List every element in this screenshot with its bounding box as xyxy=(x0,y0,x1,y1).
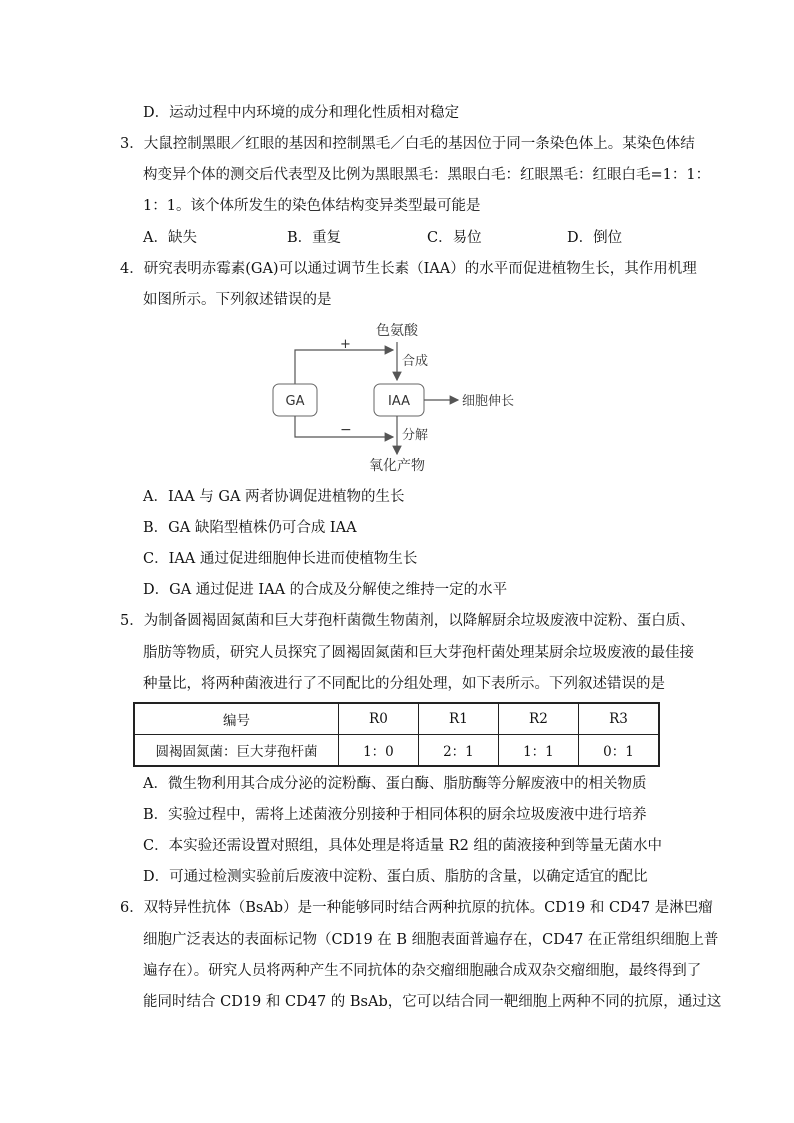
q3-stem-line-2: 构变异个体的测交后代表型及比例为黑眼黑毛：黑眼白毛：红眼黑毛：红眼白毛=1：1： xyxy=(143,167,711,183)
table-header-cell: 编号 xyxy=(134,703,338,735)
q5-option-c: C．本实验还需设置对照组，具体处理是将适量 R2 组的菌液接种到等量无菌水中 xyxy=(143,838,662,854)
iaa-label: IAA xyxy=(388,394,410,409)
q5-stem-line-3: 种量比，将两种菌液进行了不同配比的分组处理，如下表所示。下列叙述错误的是 xyxy=(143,676,665,692)
table-header-cell: R2 xyxy=(498,703,578,735)
q4-option-d: D．GA 通过促进 IAA 的合成及分解使之维持一定的水平 xyxy=(143,582,508,598)
q3-option-a: A．缺失 xyxy=(143,230,197,246)
table-header-cell: R1 xyxy=(418,703,498,735)
q5-stem-line-2: 脂肪等物质，研究人员探究了圆褐固氮菌和巨大芽孢杆菌处理某厨余垃圾废液的最佳接 xyxy=(143,645,694,661)
q3-option-c: C．易位 xyxy=(427,230,482,246)
minus-sign: − xyxy=(340,422,352,438)
cell-elongation-label: 细胞伸长 xyxy=(462,394,515,409)
grouping-table xyxy=(133,702,660,767)
q3-stem-line-1: 3．大鼠控制黑眼／红眼的基因和控制黑毛／白毛的基因位于同一条染色体上。某染色体结 xyxy=(120,136,695,152)
q3-stem-line-3: 1：1。该个体所发生的染色体结构变异类型最可能是 xyxy=(143,198,481,214)
ga-label: GA xyxy=(285,394,305,409)
table-header-row xyxy=(134,703,659,735)
tryptophan-label: 色氨酸 xyxy=(376,323,418,339)
q3-option-d: D．倒位 xyxy=(567,230,623,246)
q4-stem-line-1: 4．研究表明赤霉素(GA)可以通过调节生长素（IAA）的水平而促进植物生长，其作用机理 xyxy=(120,261,697,277)
table-row xyxy=(134,735,659,767)
table-cell: 1：0 xyxy=(338,735,418,767)
table-header-cell: R3 xyxy=(578,703,659,735)
oxidation-product-label: 氧化产物 xyxy=(369,458,425,474)
q6-stem-line-4: 能同时结合 CD19 和 CD47 的 BsAb，它可以结合同一靶细胞上两种不同的抗原，通过这 xyxy=(143,994,722,1010)
table-cell: 1：1 xyxy=(498,735,578,767)
q6-stem-line-3: 遍存在）。研究人员将两种产生不同抗体的杂交瘤细胞融合成双杂交瘤细胞，最终得到了 xyxy=(143,963,702,979)
q5-option-b: B．实验过程中，需将上述菌液分别接种于相同体积的厨余垃圾废液中进行培养 xyxy=(143,807,647,823)
q5-option-a: A．微生物利用其合成分泌的淀粉酶、蛋白酶、脂肪酶等分解废液中的相关物质 xyxy=(143,776,647,792)
ga-iaa-mechanism-diagram xyxy=(262,318,542,478)
q5-stem-line-1: 5．为制备圆褐固氮菌和巨大芽孢杆菌微生物菌剂，以降解厨余垃圾废液中淀粉、蛋白质、 xyxy=(120,613,695,629)
plus-sign: + xyxy=(340,337,351,352)
table-cell: 0：1 xyxy=(578,735,659,767)
table-cell: 2：1 xyxy=(418,735,498,767)
q6-stem-line-1: 6．双特异性抗体（BsAb）是一种能够同时结合两种抗原的抗体。CD19 和 CD47 是淋巴瘤 xyxy=(120,900,713,916)
synthesis-label: 合成 xyxy=(402,354,429,369)
table-header-cell: R0 xyxy=(338,703,418,735)
table-cell: 圆褐固氮菌：巨大芽孢杆菌 xyxy=(134,735,338,767)
q6-stem-line-2: 细胞广泛表达的表面标记物（CD19 在 B 细胞表面普遍存在，CD47 在正常组织细胞上普 xyxy=(143,932,719,948)
q4-option-a: A．IAA 与 GA 两者协调促进植物的生长 xyxy=(143,489,405,505)
q4-option-c: C．IAA 通过促进细胞伸长进而使植物生长 xyxy=(143,551,418,567)
q5-option-d: D．可通过检测实验前后废液中淀粉、蛋白质、脂肪的含量，以确定适宜的配比 xyxy=(143,869,648,885)
q4-option-b: B．GA 缺陷型植株仍可合成 IAA xyxy=(143,520,357,536)
q2-option-d: D．运动过程中内环境的成分和理化性质相对稳定 xyxy=(143,105,460,121)
q3-option-b: B．重复 xyxy=(287,230,342,246)
decompose-label: 分解 xyxy=(402,428,429,443)
ga-promote-arrow xyxy=(295,350,393,384)
q4-stem-line-2: 如图所示。下列叙述错误的是 xyxy=(143,292,332,308)
